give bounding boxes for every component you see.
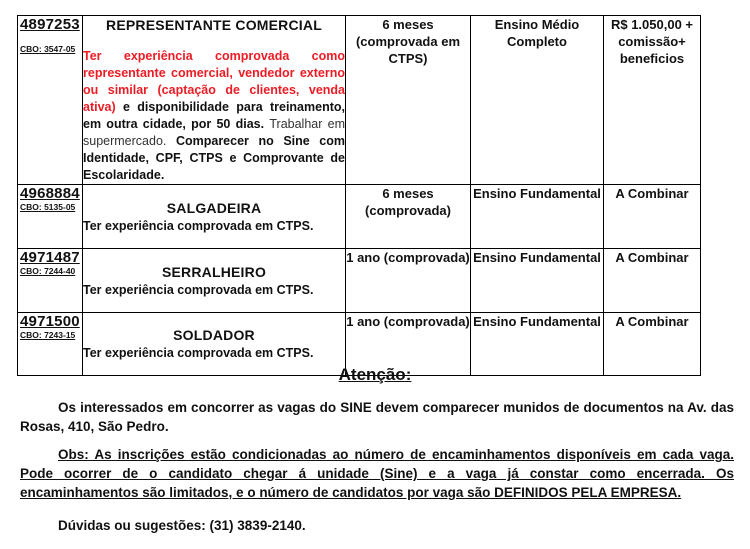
requirement-text-plain: Trabalhar em supermercado. xyxy=(83,117,345,148)
description-cell xyxy=(83,249,346,313)
table-row xyxy=(18,16,701,185)
obs-paragraph: Obs: As inscrições estão condicionadas ao número de encaminhamentos disponíveis em cada vaga. Pode ocorrer de o candidato chegar á unidade (Sine) e a vaga já constar como encerrada. Os encaminhamentos são limitados, e o número de candidatos por vaga são DEFINIDOS PELA EMPRESA. xyxy=(20,447,734,500)
requirement-text-bold2: Comparecer no Sine com Identidade, CPF, CTPS e Comprovante de Escolaridade. xyxy=(83,134,345,182)
vacancy-id: 4897253 xyxy=(20,16,80,33)
education-cell: Ensino Fundamental xyxy=(471,185,604,249)
description-cell xyxy=(83,16,346,185)
instructions-paragraph: Os interessados em concorrer as vagas do SINE devem comparecer munidos de documentos na Av. das Rosas, 410, São Pedro. xyxy=(20,400,734,434)
job-description: Ter experiência comprovada em CTPS. xyxy=(83,218,314,233)
job-listings-table xyxy=(17,15,701,376)
experience-cell: 6 meses (comprovada) xyxy=(346,185,471,249)
attention-heading: Atenção: xyxy=(338,365,412,384)
salary-cell: A Combinar xyxy=(604,249,701,313)
requirement-text-bold: e disponibilidade para treinamento, em outra cidade, por 50 dias. xyxy=(83,100,345,131)
salary-cell: R$ 1.050,00 + comissão+ beneficios xyxy=(604,16,701,185)
footer-notes xyxy=(0,363,750,535)
job-description: Ter experiência comprovada em CTPS. xyxy=(83,282,314,297)
contact-line: Dúvidas ou sugestões: (31) 3839-2140. xyxy=(58,518,306,533)
education-cell: Ensino Médio Completo xyxy=(471,16,604,185)
id-cell xyxy=(18,16,83,185)
table-row xyxy=(18,185,701,249)
vacancy-id: 4968884 xyxy=(20,185,80,202)
cbo-code: CBO: 7244-40 xyxy=(20,266,76,276)
id-cell xyxy=(18,185,83,249)
cbo-code: CBO: 7243-15 xyxy=(20,330,76,340)
experience-cell: 1 ano (comprovada) xyxy=(346,313,471,376)
job-title: SALGADEIRA xyxy=(166,199,262,216)
cbo-code: CBO: 5135-05 xyxy=(20,202,76,212)
job-title: REPRESENTANTE COMERCIAL xyxy=(106,17,322,33)
cbo-code: CBO: 3547-05 xyxy=(20,44,76,54)
job-description xyxy=(83,48,345,184)
job-title: SOLDADOR xyxy=(173,327,255,343)
salary-cell: A Combinar xyxy=(604,313,701,376)
salary-cell: A Combinar xyxy=(604,185,701,249)
education-cell: Ensino Fundamental xyxy=(471,313,604,376)
job-description: Ter experiência comprovada em CTPS. xyxy=(83,346,314,360)
id-cell xyxy=(18,249,83,313)
job-title: SERRALHEIRO xyxy=(161,263,267,280)
vacancy-id: 4971500 xyxy=(20,313,80,330)
experience-cell: 1 ano (comprovada) xyxy=(346,249,471,313)
education-cell: Ensino Fundamental xyxy=(471,249,604,313)
vacancy-id: 4971487 xyxy=(20,249,80,266)
table-row xyxy=(18,249,701,313)
experience-cell: 6 meses (comprovada em CTPS) xyxy=(346,16,471,185)
description-cell xyxy=(83,185,346,249)
requirement-text-red: Ter experiência comprovada como representante comercial, vendedor externo ou similar (captação de clientes, venda ativa) xyxy=(83,49,345,114)
